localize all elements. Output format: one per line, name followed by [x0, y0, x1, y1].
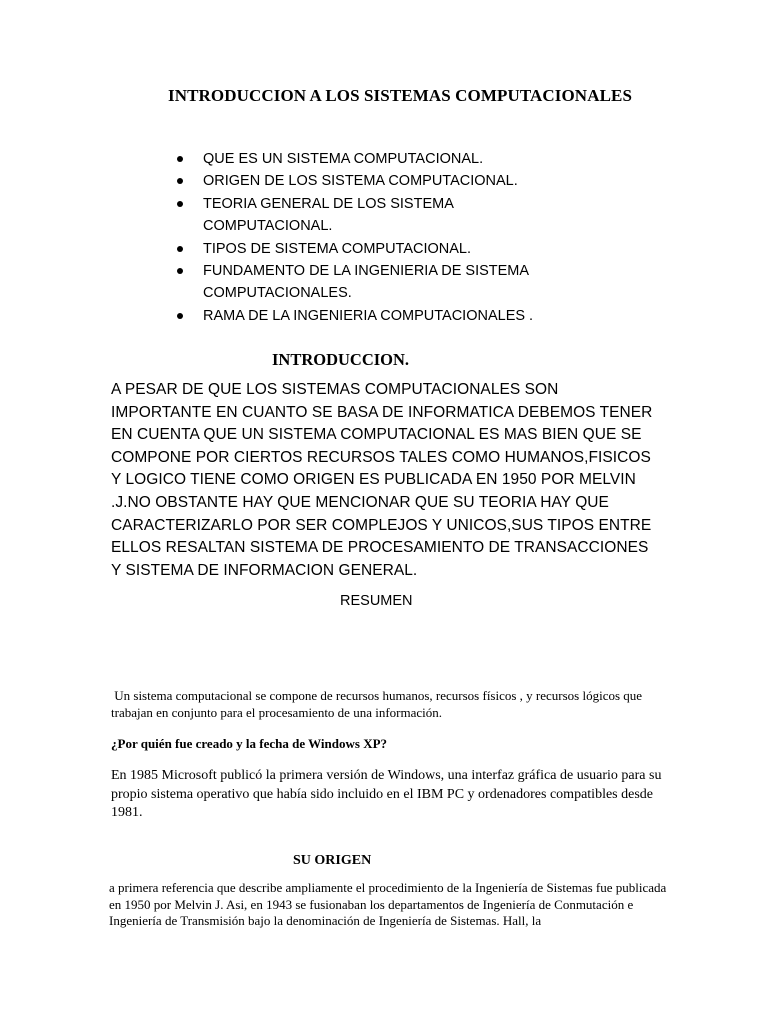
- page-title: INTRODUCCION A LOS SISTEMAS COMPUTACIONALES: [167, 86, 632, 105]
- topic-item: [172, 260, 583, 305]
- topic-item: [172, 193, 583, 238]
- bullet-icon: [177, 313, 183, 319]
- topic-item: [172, 148, 583, 170]
- summary-text: Un sistema computacional se compone de recursos humanos, recursos físicos , y recursos lógicos que trabajan en conjunto para el procesamiento de una información.: [111, 688, 643, 720]
- topic-item-label: QUE ES UN SISTEMA COMPUTACIONAL.: [203, 151, 484, 167]
- topic-item-label: FUNDAMENTO DE LA INGENIERIA DE SISTEMA COMPUTACIONALES.: [203, 263, 529, 302]
- bullet-icon: [177, 268, 183, 274]
- topic-item: [172, 238, 583, 260]
- topic-item-label: TIPOS DE SISTEMA COMPUTACIONAL.: [203, 240, 472, 257]
- topic-item-label: TEORIA GENERAL DE LOS SISTEMA COMPUTACIONAL.: [203, 195, 454, 235]
- summary-heading: RESUMEN: [340, 593, 413, 609]
- introduction-heading: INTRODUCCION.: [272, 350, 410, 369]
- summary-paragraph: [111, 688, 671, 721]
- topic-item: [172, 305, 583, 327]
- answer-paragraph: En 1985 Microsoft publicó la primera versión de Windows, una interfaz gráfica de usuario para su propio sistema operativo que había sido incluido en el IBM PC y ordenadores compatibles desde 1981.: [111, 768, 662, 820]
- introduction-paragraph: A PESAR DE QUE LOS SISTEMAS COMPUTACIONALES SON IMPORTANTE EN CUANTO SE BASA DE INFORMATICA DEBEMOS TENER EN CUENTA QUE UN SISTEMA COMPUTACIONAL ES MAS BIEN QUE SE COMPONE POR CIERTOS RECURSOS TALES COMO HUMANOS,FISICOS Y LOGICO TIENE COMO ORIGEN ES PUBLICADA EN 1950 POR MELVIN .J.NO OBSTANTE HAY QUE MENCIONAR QUE SU TEORIA HAY QUE CARACTERIZARLO POR SER COMPLEJOS Y UNICOS,SUS TIPOS ENTRE ELLOS RESALTAN SISTEMA DE PROCESAMIENTO DE TRANSACCIONES Y SISTEMA DE INFORMACION GENERAL.: [111, 381, 653, 579]
- bullet-icon: [177, 156, 183, 162]
- origin-heading: SU ORIGEN: [293, 853, 372, 868]
- bullet-icon: [177, 201, 183, 207]
- origin-paragraph: a primera referencia que describe ampliamente el procedimiento de la Ingeniería de Sistemas fue publicada en 1950 por Melvin J. Asi, en 1943 se fusionaban los departamentos de Ingeniería de Conmutación e Ingeniería de Transmisión bajo la denominación de Ingeniería de Sistemas. Hall, la: [109, 880, 667, 928]
- topic-list: [172, 148, 583, 327]
- bullet-icon: [177, 178, 183, 184]
- bullet-icon: [177, 246, 183, 252]
- topic-item-label: ORIGEN DE LOS SISTEMA COMPUTACIONAL.: [203, 173, 518, 190]
- topic-item: [172, 170, 583, 192]
- question-heading: ¿Por quién fue creado y la fecha de Windows XP?: [111, 736, 388, 751]
- topic-item-label: RAMA DE LA INGENIERIA COMPUTACIONALES .: [203, 307, 534, 324]
